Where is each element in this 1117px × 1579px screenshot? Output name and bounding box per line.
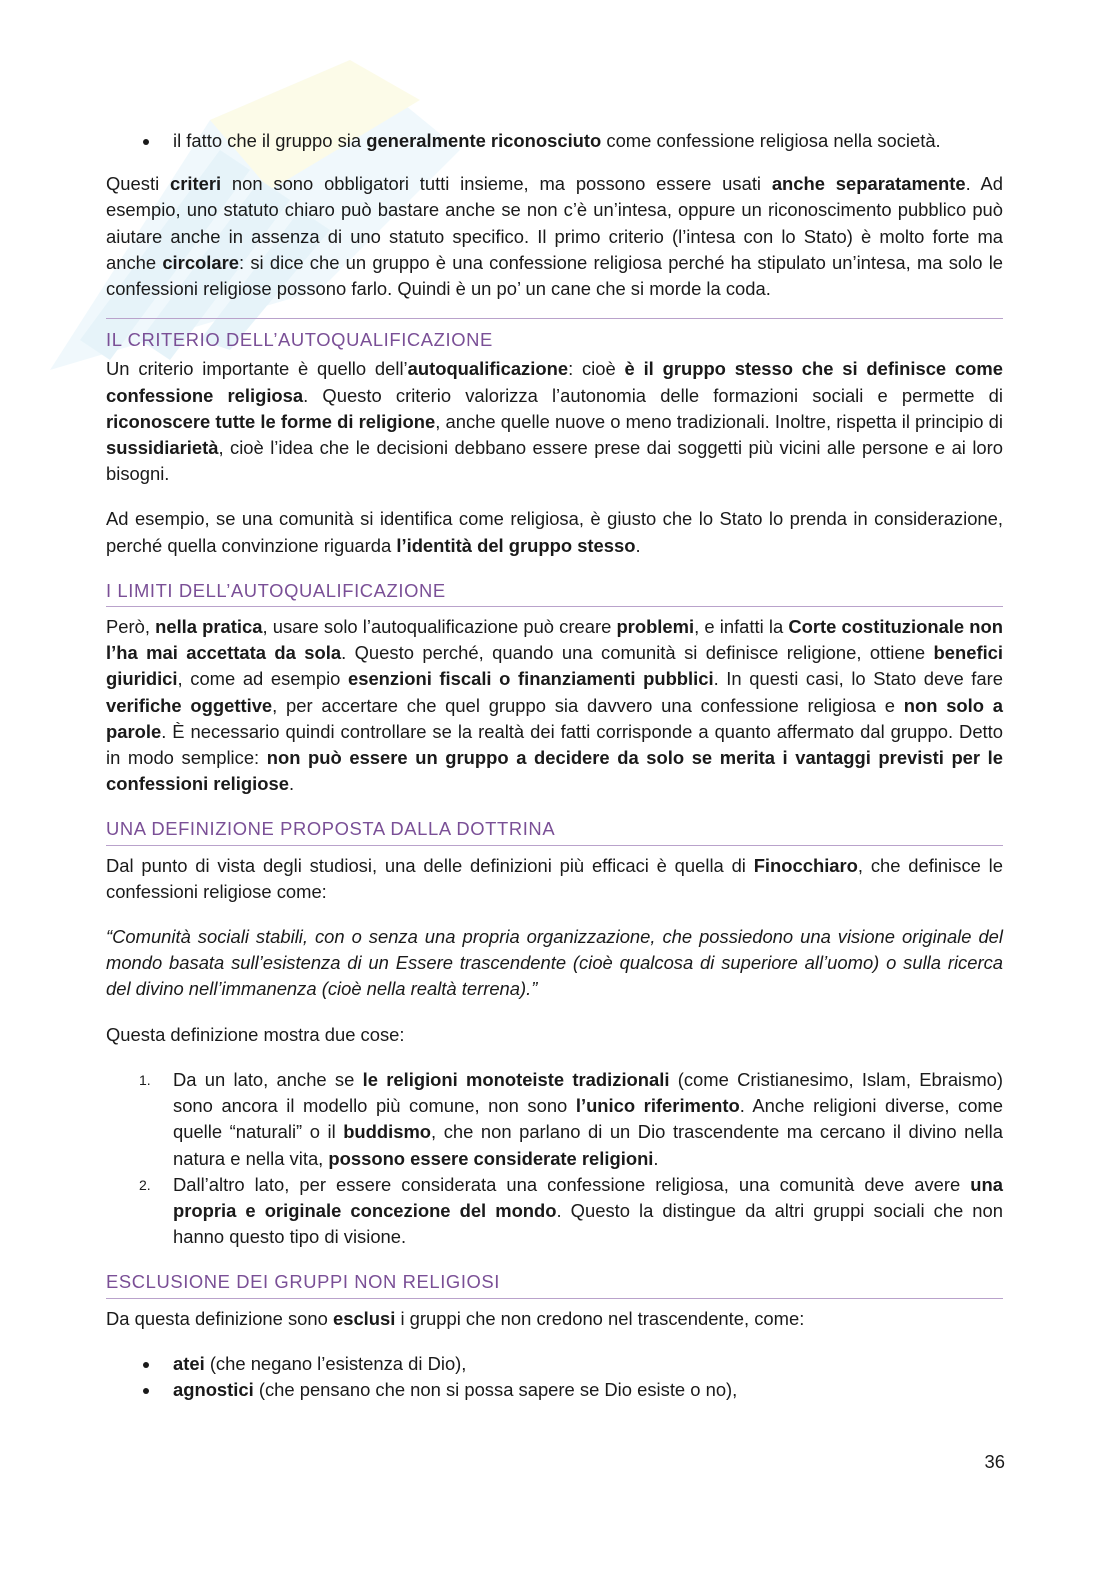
text-run: Questa definizione mostra due cose: xyxy=(106,1023,405,1045)
list-item-text xyxy=(173,1069,1003,1169)
text-run: Dal punto di vista degli studiosi, una delle definizioni più efficaci è quella di xyxy=(106,854,754,876)
text-run: Da un lato, anche se xyxy=(173,1068,363,1090)
heading-limiti: I LIMITI DELL’AUTOQUALIFICAZIONE xyxy=(106,578,1003,607)
text-run: i gruppi che non credono nel trascendente, come: xyxy=(395,1307,805,1329)
text-run: . xyxy=(288,773,295,795)
list-item xyxy=(139,1067,1003,1172)
bold-text: Corte costituzionale non l’ha mai accettata da sola xyxy=(106,616,1003,664)
bold-text: benefici giuridici xyxy=(106,642,1004,690)
exclusion-bullet-list xyxy=(106,1351,1003,1403)
text-run: Da questa definizione sono xyxy=(106,1307,333,1329)
text-run: , anche quelle nuove o meno tradizionali. Inoltre, rispetta il principio di xyxy=(435,410,1003,432)
text-run: . xyxy=(653,1147,659,1169)
text-run: il fatto che il gruppo sia xyxy=(173,130,367,151)
bold-text: le religioni monoteiste tradizionali xyxy=(362,1068,670,1090)
page-number: 36 xyxy=(984,1451,1005,1472)
text-run: . Ad esempio, uno statuto chiaro può bastare anche se non c’è un’intesa, oppure un riconoscimento pubblico può aiutare anche in assenza di uno statuto specifico. Il primo criterio (l’intesa con lo Stato) è molto forte ma anche xyxy=(106,173,1004,273)
bold-text: esenzioni fiscali o finanziamenti pubblici xyxy=(348,668,714,690)
text-run: Però, xyxy=(106,616,156,638)
heading-esclusione: ESCLUSIONE DEI GRUPPI NON RELIGIOSI xyxy=(106,1269,1003,1298)
criteria-paragraph xyxy=(106,171,1003,302)
text-run: : cioè xyxy=(568,358,625,380)
paragraph-esclusione xyxy=(106,1306,1003,1332)
list-number: 2. xyxy=(139,1176,151,1193)
bold-text: una propria e originale concezione del mondo xyxy=(173,1173,1003,1221)
list-item xyxy=(173,128,1003,154)
bold-text: riconoscere tutte le forme di religione xyxy=(106,410,436,432)
section-divider xyxy=(106,318,1003,319)
bold-text: non può essere un gruppo a decidere da solo se merita i vantaggi previsti per le confessioni religiose xyxy=(106,747,1003,795)
text-run: : si dice che un gruppo è una confessione religiosa perché ha stipulato un’intesa, ma solo le confessioni religiose possono farlo. Quindi è un po’ un cane che si morde la coda. xyxy=(106,251,1004,300)
text-run: (che negano l’esistenza di Dio), xyxy=(204,1352,467,1374)
text-run: . In questi casi, lo Stato deve fare xyxy=(713,668,1003,690)
text-run: Un criterio importante è quello dell’ xyxy=(106,358,408,380)
bold-text: non solo a parole xyxy=(106,694,1003,742)
bold-text: nella pratica xyxy=(155,616,263,638)
bold-text: problemi xyxy=(616,616,695,638)
bold-text: è il gruppo stesso che si definisce come confessione religiosa xyxy=(106,358,1003,406)
quote-finocchiaro: “Comunità sociali stabili, con o senza una propria organizzazione, che possiedono una visione originale del mondo basata sull’esistenza di un Essere trascendente (cioè qualcosa di superiore all’uomo) o sulla ricerca del divino nell’immanenza (cioè nella realtà terrena).” xyxy=(106,926,1003,1000)
bold-text: buddismo xyxy=(343,1121,432,1143)
bold-text: verifiche oggettive xyxy=(106,694,273,716)
document-page xyxy=(106,128,1003,1422)
list-item xyxy=(139,1172,1003,1251)
list-item xyxy=(173,1351,1003,1377)
bold-text: esclusi xyxy=(332,1307,396,1329)
bold-text: possono essere considerate religioni xyxy=(328,1147,654,1169)
bold-text: anche separatamente xyxy=(771,173,966,195)
bold-text: Finocchiaro xyxy=(753,854,858,876)
paragraph-definizione-1 xyxy=(106,853,1003,905)
text-run: non sono obbligatori tutti insieme, ma possono essere usati xyxy=(221,173,772,195)
text-run: . È necessario quindi controllare se la realtà dei fatti corrisponde a quanto affermato dal gruppo. Detto in modo semplice: xyxy=(106,720,1003,769)
text-run: Questi xyxy=(106,173,170,195)
list-number: 1. xyxy=(139,1071,151,1088)
text-run: , che non parlano di un Dio trascendente ma cercano il divino nella natura e nella vita, xyxy=(173,1121,1003,1169)
bold-text: criteri xyxy=(169,173,222,195)
list-item-text xyxy=(173,1174,1003,1247)
text-run: . Questo criterio valorizza l’autonomia delle formazioni sociali e permette di xyxy=(303,384,1003,406)
numbered-list xyxy=(106,1067,1003,1250)
bold-text: l’identità del gruppo stesso xyxy=(396,534,636,556)
bold-text: sussidiarietà xyxy=(106,437,219,459)
paragraph-definizione-2 xyxy=(106,1022,1003,1048)
intro-bullet-list xyxy=(106,128,1003,154)
text-run: , e infatti la xyxy=(694,616,789,638)
bold-text: circolare xyxy=(162,251,240,273)
paragraph-autoqualificazione-1 xyxy=(106,356,1003,487)
text-run: Ad esempio, se una comunità si identifica come religiosa, è giusto che lo Stato lo prenda in considerazione, perché quella convinzione riguarda xyxy=(106,508,1003,556)
bold-text: agnostici xyxy=(173,1378,254,1400)
text-run: (come Cristianesimo, Islam, Ebraismo) sono ancora il modello più comune, non sono xyxy=(173,1068,1003,1117)
text-run: . Anche religioni diverse, come quelle “naturali” o il xyxy=(173,1095,1003,1143)
text-run: Dall’altro lato, per essere considerata una confessione religiosa, una comunità deve avere xyxy=(173,1173,971,1195)
text-run: (che pensano che non si possa sapere se Dio esiste o no), xyxy=(253,1378,738,1400)
text-run: , usare solo l’autoqualificazione può creare xyxy=(262,616,617,638)
paragraph-limiti xyxy=(106,614,1003,797)
heading-autoqualificazione: IL CRITERIO DELL’AUTOQUALIFICAZIONE xyxy=(106,329,493,351)
list-item xyxy=(173,1377,1003,1403)
text-run: , come ad esempio xyxy=(177,668,348,690)
bold-text: atei xyxy=(173,1352,205,1374)
text-run: . xyxy=(635,534,641,556)
text-run: , cioè l’idea che le decisioni debbano essere prese dai soggetti più vicini alle persone e ai loro bisogni. xyxy=(106,437,1003,485)
text-run: , che definisce le confessioni religiose come: xyxy=(106,854,1003,902)
text-run: come confessione religiosa nella società. xyxy=(601,130,941,151)
text-run: . Questo la distingue da altri gruppi sociali che non hanno questo tipo di visione. xyxy=(173,1199,1003,1248)
text-run: , per accertare che quel gruppo sia davvero una confessione religiosa e xyxy=(272,694,904,716)
heading-definizione: UNA DEFINIZIONE PROPOSTA DALLA DOTTRINA xyxy=(106,816,1003,845)
paragraph-autoqualificazione-2 xyxy=(106,506,1003,558)
bold-text: generalmente riconosciuto xyxy=(366,130,602,151)
bold-text: l’unico riferimento xyxy=(575,1095,740,1117)
text-run: . Questo perché, quando una comunità si definisce religione, ottiene xyxy=(341,642,934,664)
bold-text: autoqualificazione xyxy=(407,358,569,380)
